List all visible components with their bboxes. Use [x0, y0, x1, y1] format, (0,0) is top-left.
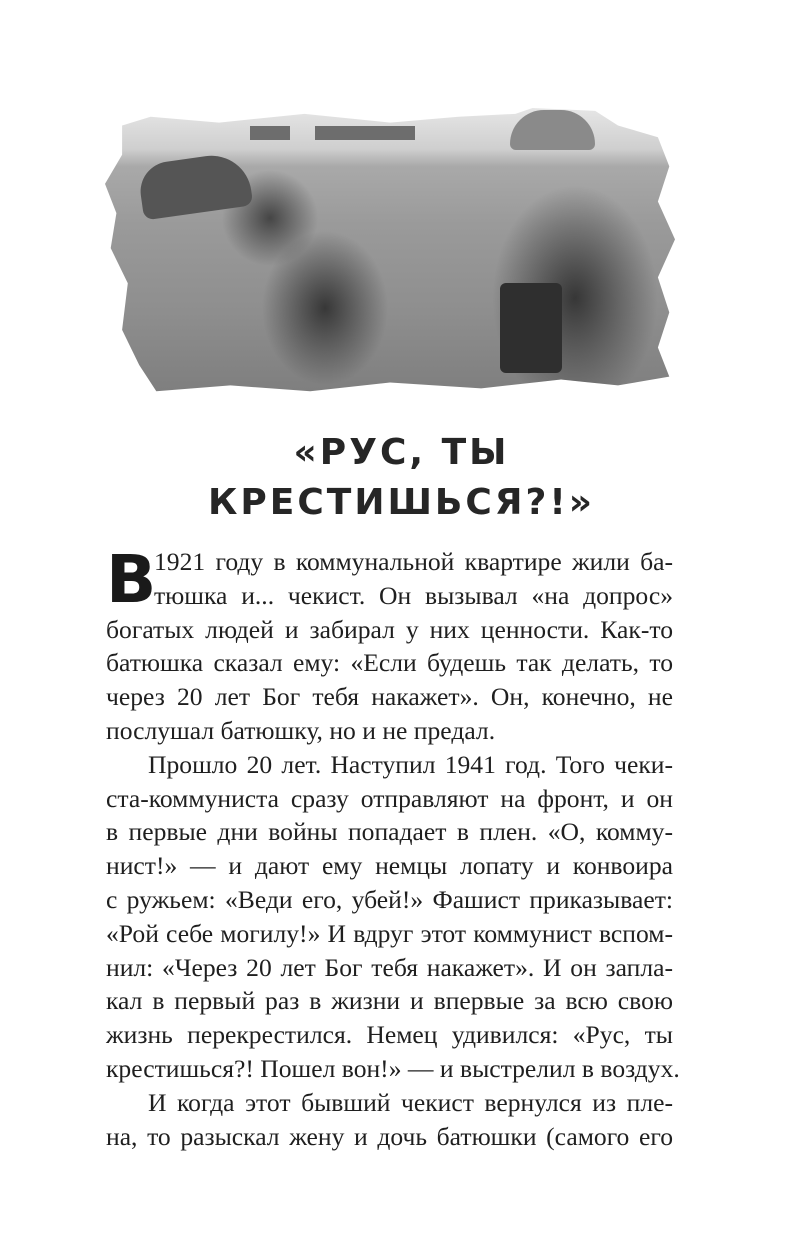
text-line: крестишься?! Пошел вон!» — и выстрелил в воздух.	[106, 1053, 680, 1083]
body-text	[106, 541, 680, 1153]
text-line: жизнь перекрестился. Немец удивился: «Рус, ты	[106, 1020, 673, 1050]
text-line: через 20 лет Бог тебя накажет». Он, конечно, не	[106, 682, 673, 712]
paragraph-3	[106, 1086, 673, 1154]
drop-cap: В	[106, 541, 157, 618]
text-line: 1921 году в коммунальной квартире жили ба-	[154, 547, 673, 576]
text-line: на, то разыскал жену и дочь батюшки (самого его	[106, 1121, 673, 1151]
title-line-1: «РУС, ТЫ	[293, 432, 510, 473]
text-line: ста-коммуниста сразу отправляют на фронт, и он	[106, 783, 673, 813]
text-line: «Рой себе могилу!» И вдруг этот коммунист вспом-	[106, 918, 673, 948]
text-line: батюшка сказал ему: «Если будешь так делать, то	[106, 648, 673, 678]
illustration-photo	[105, 108, 675, 400]
text-line: в первые дни войны попадает в плен. «О, комму-	[106, 817, 673, 847]
war-photo	[105, 108, 675, 400]
binoculars-shape	[500, 283, 562, 373]
text-line: Прошло 20 лет. Наступил 1941 год. Того чеки-	[148, 749, 673, 779]
text-line: нил: «Через 20 лет Бог тебя накажет». И он запла-	[106, 952, 673, 982]
text-line: послушал батюшку, но и не предал.	[106, 715, 496, 745]
soldier-cap-shape	[137, 151, 254, 221]
text-line: тюшка и... чекист. Он вызывал «на допрос»	[154, 580, 673, 610]
paragraph-1	[106, 541, 673, 748]
barn-shape	[315, 126, 415, 140]
chapter-title	[0, 428, 803, 528]
title-line-2: КРЕСТИШЬСЯ?!»	[207, 482, 596, 523]
text-line: с ружьем: «Веди его, убей!» Фашист приказывает:	[106, 884, 673, 914]
barn-shape	[250, 126, 290, 140]
text-line: богатых людей и забирал у них ценности. Как-то	[106, 614, 673, 644]
paragraph-2	[106, 748, 680, 1086]
text-line: И когда этот бывший чекист вернулся из пле-	[148, 1087, 673, 1117]
helmet-shape	[510, 110, 595, 150]
text-line: кал в первый раз в жизни и впервые за всю свою	[106, 986, 673, 1016]
text-line: нист!» — и дают ему немцы лопату и конвоира	[106, 851, 673, 881]
